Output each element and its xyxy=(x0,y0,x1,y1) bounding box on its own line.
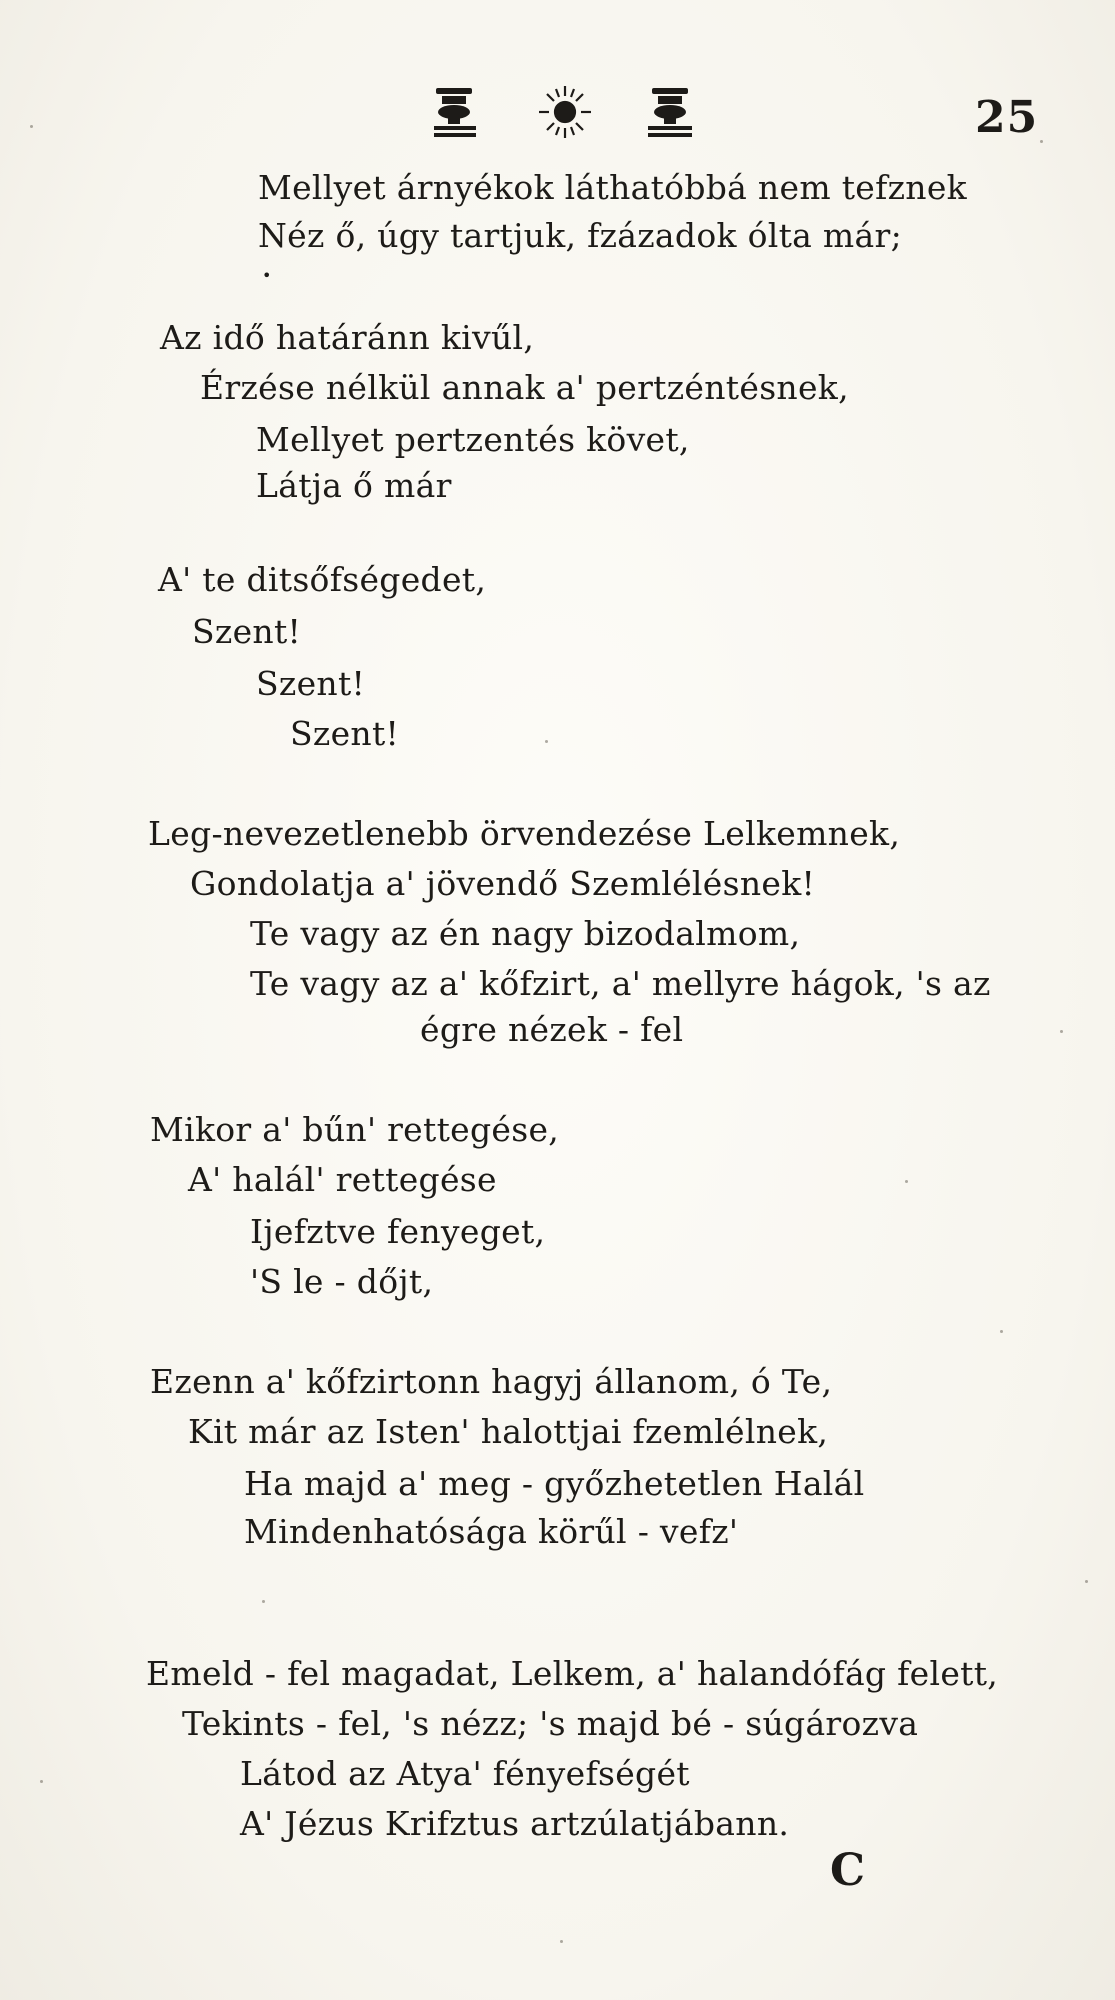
paper-speck xyxy=(1060,1030,1063,1033)
poem-line: Az idő határánn kivűl, xyxy=(160,318,535,357)
header-ornament xyxy=(430,82,700,142)
poem-line: Szent! xyxy=(256,664,366,703)
urn-ornament-right-icon xyxy=(648,88,692,137)
poem-line: Gondolatja a' jövendő Szemlélésnek! xyxy=(190,864,816,903)
paper-speck xyxy=(1000,1330,1003,1333)
poem-line: Mikor a' bűn' rettegése, xyxy=(150,1110,560,1149)
paper-speck xyxy=(262,1600,265,1603)
poem-line: Érzése nélkül annak a' pertzéntésnek, xyxy=(200,368,849,407)
poem-line: égre nézek - fel xyxy=(420,1010,684,1049)
poem-line: Kit már az Isten' halottjai fzemlélnek, xyxy=(188,1412,829,1451)
poem-line: Mellyet pertzentés követ, xyxy=(256,420,690,459)
stray-mark-icon: • xyxy=(262,266,272,285)
paper-speck xyxy=(545,740,548,743)
paper-speck xyxy=(40,1780,43,1783)
urn-ornament-left-icon xyxy=(434,88,476,137)
paper-speck xyxy=(30,125,33,128)
poem-line: Te vagy az én nagy bizodalmom, xyxy=(250,914,801,953)
paper-speck xyxy=(1085,1580,1088,1583)
poem-line: Néz ő, úgy tartjuk, fzázadok ólta már; xyxy=(258,216,902,255)
paper-speck xyxy=(1040,140,1043,143)
poem-line: Látja ő már xyxy=(256,466,452,505)
poem-line: A' halál' rettegése xyxy=(188,1160,497,1199)
poem-line: Mellyet árnyékok láthatóbbá nem tefznek xyxy=(258,168,967,207)
poem-line: A' Jézus Krifztus artzúlatjábann. xyxy=(240,1804,790,1843)
poem-line: Tekints - fel, 's nézz; 's majd bé - súgározva xyxy=(182,1704,919,1743)
page-number: 25 xyxy=(975,92,1039,143)
poem-line: A' te ditsőfségedet, xyxy=(158,560,487,599)
sunburst-ornament-icon xyxy=(539,86,591,138)
poem-line: Mindenhatósága körűl - vefz' xyxy=(244,1512,739,1551)
poem-line: Ijefztve fenyeget, xyxy=(250,1212,546,1251)
poem-line: Leg-nevezetlenebb örvendezése Lelkemnek, xyxy=(148,814,901,853)
paper-speck xyxy=(560,1940,563,1943)
poem-line: Látod az Atya' fényefségét xyxy=(240,1754,690,1793)
poem-line: Te vagy az a' kőfzirt, a' mellyre hágok, 's az xyxy=(250,964,991,1003)
paper-speck xyxy=(905,1180,908,1183)
poem-line: Ha majd a' meg - győzhetetlen Halál xyxy=(244,1464,865,1503)
poem-line: 'S le - dőjt, xyxy=(250,1262,434,1301)
poem-line: Szent! xyxy=(192,612,302,651)
poem-line: Emeld - fel magadat, Lelkem, a' halandófág felett, xyxy=(146,1654,999,1693)
poem-line: Szent! xyxy=(290,714,400,753)
signature-mark: C xyxy=(830,1845,866,1896)
poem-line: Ezenn a' kőfzirtonn hagyj állanom, ó Te, xyxy=(150,1362,833,1401)
